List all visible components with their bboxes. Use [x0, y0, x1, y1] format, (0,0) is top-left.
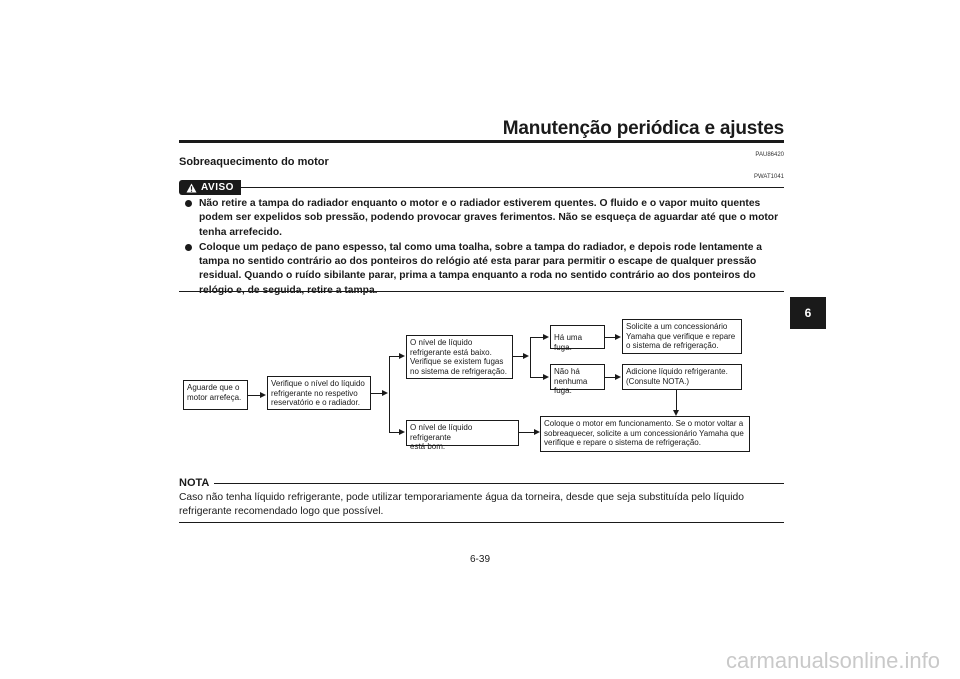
flow-box-run-engine: Coloque o motor em funcionamento. Se o motor voltar a sobreaquecer, solicite a um concessionário Yamaha que verifique e repare o sistema de refrigeração. [540, 416, 750, 452]
connector [389, 432, 399, 433]
nota-text: Caso não tenha líquido refrigerante, pode utilizar temporariamente água da torneira, desde que seja substituída pelo líquido refrigerante recomendado logo que possível. [179, 492, 744, 517]
nota-end-rule [179, 522, 784, 523]
warning-label: AVISO [201, 182, 234, 193]
warning-item-text: Não retire a tampa do radiador enquanto o motor e o radiador estiverem quentes. O fluido e o vapor muito quentes podem ser expelidos sob pressão, podendo provocar graves ferimentos. Não se esqueça de aguardar até que o motor tenha arrefecido. [199, 198, 779, 238]
warning-item [179, 197, 785, 240]
flow-box-level-low: O nível de líquido refrigerante está baixo. Verifique se existem fugas no sistema de refrigeração. [406, 335, 513, 379]
connector [371, 393, 382, 394]
warning-badge [179, 180, 241, 195]
connector [530, 377, 543, 378]
connector [530, 337, 543, 338]
flow-box-wait: Aguarde que o motor arrefeça. [183, 380, 248, 410]
section-code: PAU86420 [755, 152, 784, 158]
title-rule [179, 140, 784, 143]
warning-icon [186, 183, 197, 193]
arrow-right-icon [399, 429, 405, 435]
connector [513, 356, 523, 357]
nota-label: NOTA [179, 477, 210, 489]
connector [519, 432, 534, 433]
bullet-icon [185, 244, 192, 251]
flow-box-no-leak: Não há nenhuma fuga. [550, 364, 605, 390]
connector [605, 377, 615, 378]
flow-box-add-coolant: Adicione líquido refrigerante. (Consulte NOTA.) [622, 364, 742, 390]
arrow-right-icon [260, 392, 266, 398]
arrow-down-icon [673, 410, 679, 416]
page-title: Manutenção periódica e ajustes [502, 118, 784, 139]
page-number: 6-39 [469, 554, 490, 565]
connector [676, 390, 677, 410]
arrow-right-icon [543, 374, 549, 380]
nota-rule [214, 483, 784, 484]
warning-item [179, 241, 785, 298]
section-heading: Sobreaquecimento do motor [179, 156, 329, 168]
arrow-right-icon [543, 334, 549, 340]
flow-box-dealer: Solicite a um concessionário Yamaha que verifique e repare o sistema de refrigeração. [622, 319, 742, 354]
watermark-text: carmanualsonline.info [725, 648, 940, 673]
warning-code: PWAT1041 [753, 174, 784, 180]
flow-box-leak: Há uma fuga. [550, 325, 605, 349]
arrow-right-icon [399, 353, 405, 359]
flow-box-check: Verifique o nível do líquido refrigerante no respetivo reservatório e o radiador. [267, 376, 371, 410]
warning-list [179, 197, 785, 299]
connector [530, 337, 531, 378]
warning-item-text: Coloque um pedaço de pano espesso, tal como uma toalha, sobre a tampa do radiador, e depois rode lentamente a tampa no sentido contrário ao dos ponteiros do relógio até esta parar para permitir o escape de qualquer pressão residual. Quando o ruído sibilante parar, prima a tampa enquanto a roda no sentido contrário ao dos ponteiros do [199, 241, 763, 282]
arrow-right-icon [523, 353, 529, 359]
arrow-right-icon [382, 390, 388, 396]
connector [389, 356, 390, 432]
bullet-icon [185, 200, 192, 207]
arrow-right-icon [615, 334, 621, 340]
connector [248, 395, 260, 396]
chapter-tab: 6 [790, 297, 826, 329]
arrow-right-icon [534, 429, 540, 435]
warning-end-rule [179, 291, 784, 292]
connector [605, 337, 615, 338]
watermark [0, 648, 960, 674]
warning-rule [241, 187, 784, 188]
arrow-right-icon [615, 374, 621, 380]
flow-box-level-good: O nível de líquido refrigerante está bom. [406, 420, 519, 446]
connector [389, 356, 399, 357]
